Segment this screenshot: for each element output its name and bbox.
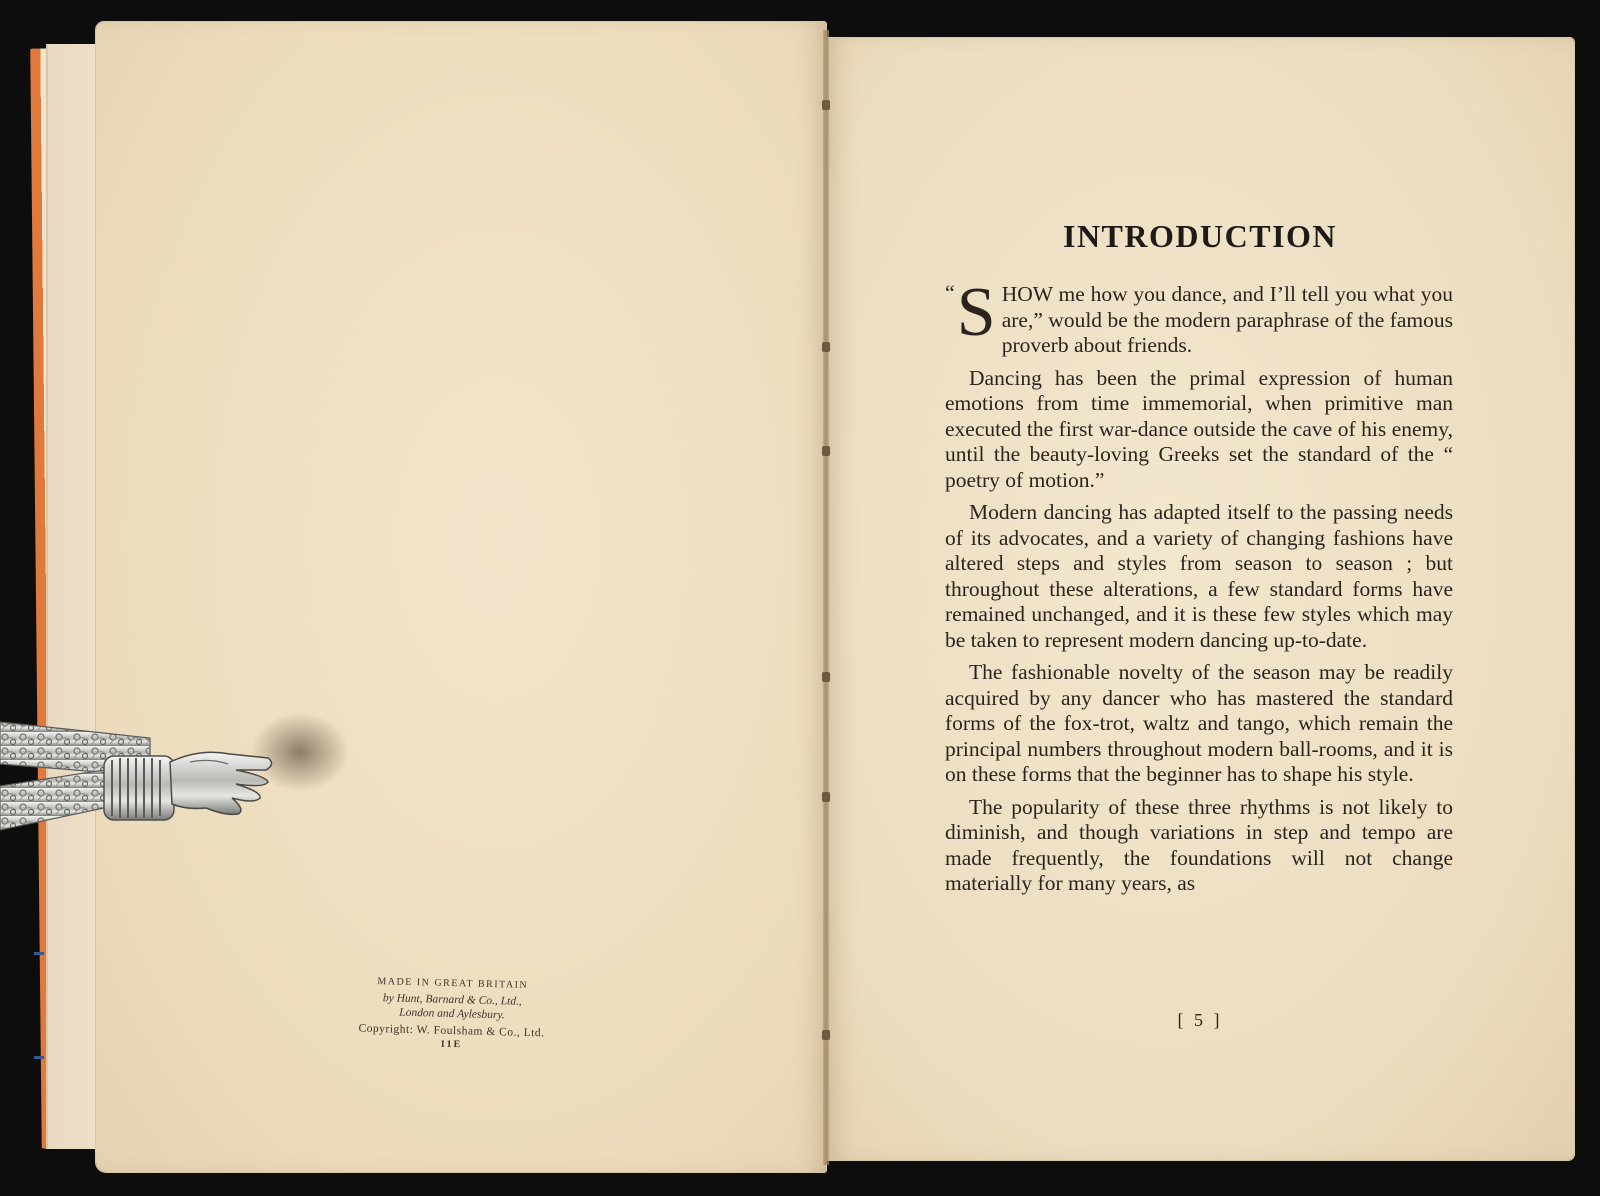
imprint-printer-line2: London and Aylesbury. — [399, 1006, 505, 1022]
binding-stitch — [822, 792, 830, 802]
drop-cap-block — [945, 274, 996, 351]
paragraph-5: The popularity of these three rhythms is not likely to diminish, and though variations in step and tempo are made frequently, the foundations will not change materially for many years, as — [945, 794, 1453, 895]
imprint-printer-line1: by Hunt, Barnard & Co., Ltd., — [382, 992, 522, 1008]
book-gutter — [823, 30, 829, 1165]
drop-cap: S — [956, 274, 996, 351]
printer-imprint — [311, 974, 593, 1053]
left-page — [96, 22, 826, 1172]
page-number: [ 5 ] — [1177, 1010, 1223, 1030]
imprint-made-in: MADE IN GREAT BRITAIN — [377, 976, 529, 991]
imprint-code: 11E — [439, 1038, 463, 1051]
binding-stitch — [822, 672, 830, 682]
silver-bookmark-clip-icon — [0, 718, 290, 848]
binding-stitch — [822, 100, 830, 110]
opening-quote: “ — [945, 280, 955, 305]
paragraph-3: Modern dancing has adapted itself to the passing needs of its advocates, and a variety of changing fashions have altered steps and styles from season to season ; but throughout these alterations, a few standard forms have remained unchanged, and it is these few styles which may be taken to represent modern dancing up-to-date. — [945, 500, 1453, 652]
paragraph-4: The fashionable novelty of the season may be readily acquired by any dancer who has mastered the standard forms of the fox-trot, waltz and tango, which remain the principal numbers throughout modern ball-rooms, and it is on these forms that the beginner has to shape his style. — [945, 660, 1453, 786]
chapter-title: INTRODUCTION — [1062, 218, 1338, 254]
binding-stitch — [822, 446, 830, 456]
binding-stitch — [822, 1030, 830, 1040]
paragraph-1 — [945, 274, 1453, 359]
imprint-copyright: Copyright: W. Foulsham & Co., Ltd. — [358, 1022, 545, 1040]
binding-stitch — [822, 342, 830, 352]
paragraph-2: Dancing has been the primal expression of human emotions from time immemorial, when primitive man executed the first war-dance outside the cave of his enemy, until the beauty-loving Greeks set the standard of the “ poetry of motion.” — [945, 365, 1453, 492]
paragraph-text: HOW me how you dance, and I’ll tell you what you are,” would be the modern paraphrase of the famous proverb about friends. — [1001, 282, 1453, 357]
chapter-body — [945, 274, 1453, 904]
cover-mark — [34, 952, 44, 955]
cover-mark — [34, 1056, 44, 1059]
